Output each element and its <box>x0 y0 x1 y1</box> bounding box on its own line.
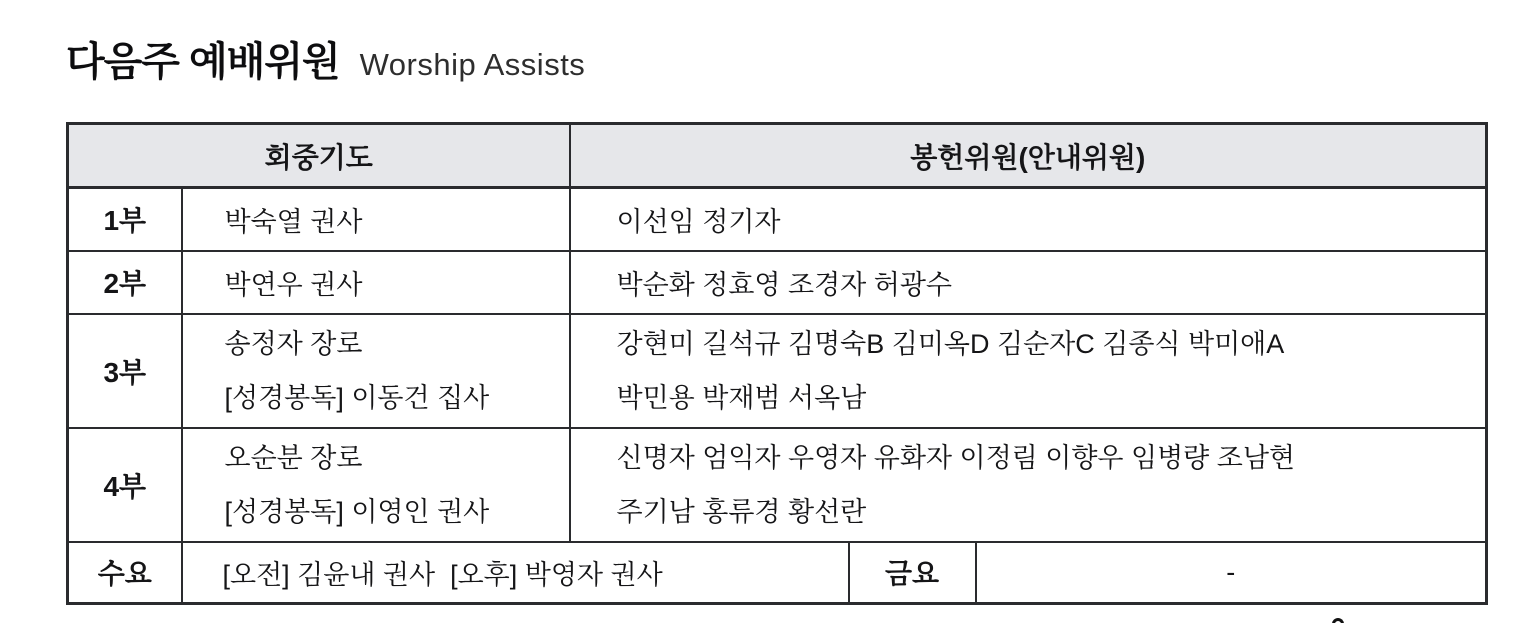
ushers-names-3 <box>570 314 1487 428</box>
ushers-names-2: 박순화 정효영 조경자 허광수 <box>570 251 1487 314</box>
friday-label: 금요 <box>849 542 976 604</box>
header-congregational-prayer: 회중기도 <box>68 124 570 188</box>
table-row <box>68 428 1487 542</box>
page-title-english: Worship Assists <box>359 47 586 82</box>
friday-value: - <box>976 542 1487 604</box>
scripture-reading-line: [성경봉독] 이영인 권사 <box>224 496 490 527</box>
prayer-name-4 <box>182 428 570 542</box>
table-header-row <box>68 124 1487 188</box>
prayer-name-1: 박숙열 권사 <box>182 188 570 251</box>
prayer-line: 송정자 장로 <box>224 328 363 359</box>
prayer-name-2: 박연우 권사 <box>182 251 570 314</box>
wednesday-label: 수요 <box>68 542 182 604</box>
table-row <box>68 314 1487 428</box>
scripture-reading-line: [성경봉독] 이동건 집사 <box>224 382 490 413</box>
service-label-4: 4부 <box>68 428 182 542</box>
wednesday-names: [오전] 김윤내 권사 [오후] 박영자 권사 <box>182 542 849 604</box>
table-row <box>68 251 1487 314</box>
cutoff-glyph <box>1332 618 1344 623</box>
ushers-names-4 <box>570 428 1487 542</box>
ushers-names-1: 이선임 정기자 <box>570 188 1487 251</box>
prayer-name-3 <box>182 314 570 428</box>
page-title-korean: 다음주 예배위원 <box>66 40 340 84</box>
ushers-line: 강현미 길석규 김명숙B 김미옥D 김순자C 김종식 박미애A <box>616 328 1285 359</box>
worship-assists-table <box>66 122 1488 605</box>
ushers-line: 신명자 엄익자 우영자 유화자 이정림 이향우 임병량 조남현 <box>616 442 1295 473</box>
service-label-1: 1부 <box>68 188 182 251</box>
service-label-2: 2부 <box>68 251 182 314</box>
header-offering-ushers: 봉헌위원(안내위원) <box>570 124 1487 188</box>
table-row <box>68 188 1487 251</box>
ushers-line: 박민용 박재범 서옥남 <box>616 382 867 413</box>
service-label-3: 3부 <box>68 314 182 428</box>
ushers-line: 주기남 홍류경 황선란 <box>616 496 867 527</box>
table-footer-row <box>68 542 1487 604</box>
prayer-line: 오순분 장로 <box>224 442 363 473</box>
page-title <box>66 30 585 87</box>
